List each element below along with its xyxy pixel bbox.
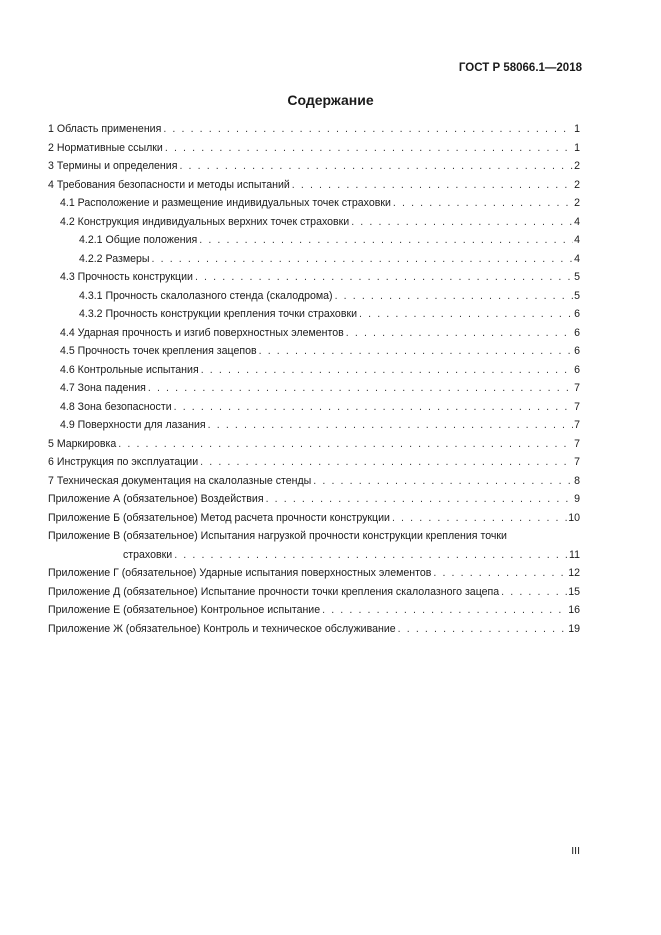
dot-leader [501,583,567,602]
dot-leader [199,231,573,250]
dot-leader [266,490,574,509]
page-number: III [571,845,580,857]
toc-entry[interactable] [48,416,580,435]
dot-leader [165,139,573,158]
toc-entry-label: Приложение В (обязательное) Испытания нагрузкой прочности конструкции крепления точки [48,530,507,542]
toc-entry-page: 19 [568,622,580,635]
toc-entry[interactable] [48,231,580,250]
toc-entry-label: 5 Маркировка [48,437,117,450]
dot-leader [174,546,568,565]
toc-entry[interactable] [48,564,580,583]
toc-entry[interactable] [48,305,580,324]
dot-leader [433,564,567,583]
toc-entry-label: 4.4 Ударная прочность и изгиб поверхностных элементов [60,326,344,339]
toc-entry[interactable] [48,268,580,287]
dot-leader [179,157,573,176]
toc-entry-page: 11 [569,548,580,561]
dot-leader [163,120,573,139]
dot-leader [292,176,573,195]
dot-leader [200,453,573,472]
dot-leader [195,268,573,287]
toc-entry[interactable] [48,583,580,602]
dot-leader [346,324,573,343]
toc-entry-label: 3 Термины и определения [48,160,178,172]
toc-entry[interactable] [48,472,580,491]
toc-entry[interactable] [48,213,580,232]
toc-entry-page: 4 [574,234,580,246]
toc-entry-page: 6 [574,363,580,376]
toc-entry-page: 8 [574,474,580,487]
toc-entry-page: 5 [574,271,580,283]
toc-entry[interactable] [48,139,580,158]
toc-entry-label: 4.3.1 Прочность скалолазного стенда (скалодрома) [79,289,333,302]
toc-entry-page: 6 [574,345,580,357]
toc-entry-page: 6 [574,308,580,320]
toc-entry-label: 4.6 Контрольные испытания [60,363,199,376]
toc-entry-multiline[interactable] [48,527,580,564]
toc-entry[interactable] [48,453,580,472]
toc-entry-page: 6 [574,326,580,339]
toc-entry-page: 10 [568,511,580,524]
toc-entry[interactable] [48,324,580,343]
toc-entry-page: 2 [574,160,580,172]
dot-leader [259,342,573,361]
document-id: ГОСТ Р 58066.1—2018 [458,62,582,74]
toc-entry[interactable] [48,379,580,398]
toc-entry-label: 4.2 Конструкция индивидуальных верхних точек страховки [60,215,350,228]
toc-entry-page: 15 [568,585,580,598]
dot-leader [152,250,574,269]
toc-entry-label: 4.7 Зона падения [60,382,146,394]
toc-entry[interactable] [48,120,580,139]
toc-entry[interactable] [48,361,580,380]
dot-leader [201,361,573,380]
dot-leader [174,398,573,417]
toc-entry-page: 2 [574,178,580,191]
toc-entry-page: 7 [574,400,580,413]
toc-entry-page: 1 [574,123,580,135]
toc-entry-page: 5 [574,289,580,302]
toc-entry-page: 9 [574,493,580,505]
toc-entry[interactable] [48,435,580,454]
toc-entry[interactable] [48,194,580,213]
toc-entry-label: 2 Нормативные ссылки [48,141,163,154]
toc-entry-label: 4.2.2 Размеры [79,252,150,265]
dot-leader [148,379,573,398]
toc-entry[interactable] [48,601,580,620]
toc-entry-label: 4.8 Зона безопасности [60,400,172,413]
toc-entry-label: Приложение А (обязательное) Воздействия [48,493,264,505]
toc-entry-page: 7 [574,382,580,394]
toc-entry-label: 4.3.2 Прочность конструкции крепления точки страховки [79,308,358,320]
dot-leader [359,305,573,324]
toc-entry-label: 4.3 Прочность конструкции [60,271,193,283]
toc-entry[interactable] [48,176,580,195]
toc-entry-page: 16 [568,604,580,616]
toc-entry[interactable] [48,398,580,417]
toc-entry[interactable] [48,342,580,361]
toc-entry-page: 7 [574,456,580,468]
dot-leader [351,213,573,232]
toc-entry-page: 12 [568,567,580,579]
table-of-contents [48,120,580,638]
toc-entry-label: 7 Техническая документация на скалолазные стенды [48,474,312,487]
toc-entry-label: 1 Область применения [48,123,162,135]
toc-entry-label: Приложение Б (обязательное) Метод расчета прочности конструкции [48,511,390,524]
toc-entry-label: 4 Требования безопасности и методы испытаний [48,178,290,191]
toc-entry[interactable] [48,490,580,509]
toc-entry-label: Приложение Ж (обязательное) Контроль и техническое обслуживание [48,622,396,635]
toc-entry-label: 4.2.1 Общие положения [79,234,198,246]
dot-leader [118,435,573,454]
dot-leader [392,509,567,528]
toc-entry-page: 1 [574,141,580,154]
toc-entry[interactable] [48,620,580,639]
toc-entry-label: 4.9 Поверхности для лазания [60,419,206,431]
toc-entry-label: Приложение Д (обязательное) Испытание прочности точки крепления скалолазного зацепа [48,585,500,598]
dot-leader [208,416,573,435]
dot-leader [313,472,573,491]
toc-entry[interactable] [48,250,580,269]
toc-entry-page: 4 [574,215,580,228]
toc-entry-page: 2 [574,197,580,209]
dot-leader [398,620,568,639]
toc-entry-label-continued: страховки [123,548,173,561]
toc-entry-label: 6 Инструкция по эксплуатации [48,456,199,468]
page-title: Содержание [287,92,374,108]
toc-entry-page: 7 [574,437,580,450]
toc-entry[interactable] [48,287,580,306]
toc-entry[interactable] [48,157,580,176]
toc-entry-label: Приложение Е (обязательное) Контрольное испытание [48,604,321,616]
toc-entry-label: 4.1 Расположение и размещение индивидуальных точек страховки [60,197,391,209]
toc-entry-page: 4 [574,252,580,265]
toc-entry-label: Приложение Г (обязательное) Ударные испытания поверхностных элементов [48,567,432,579]
toc-entry-label: 4.5 Прочность точек крепления зацепов [60,345,257,357]
dot-leader [322,601,567,620]
toc-entry[interactable] [48,509,580,528]
dot-leader [393,194,573,213]
toc-entry-page: 7 [574,419,580,431]
dot-leader [335,287,574,306]
